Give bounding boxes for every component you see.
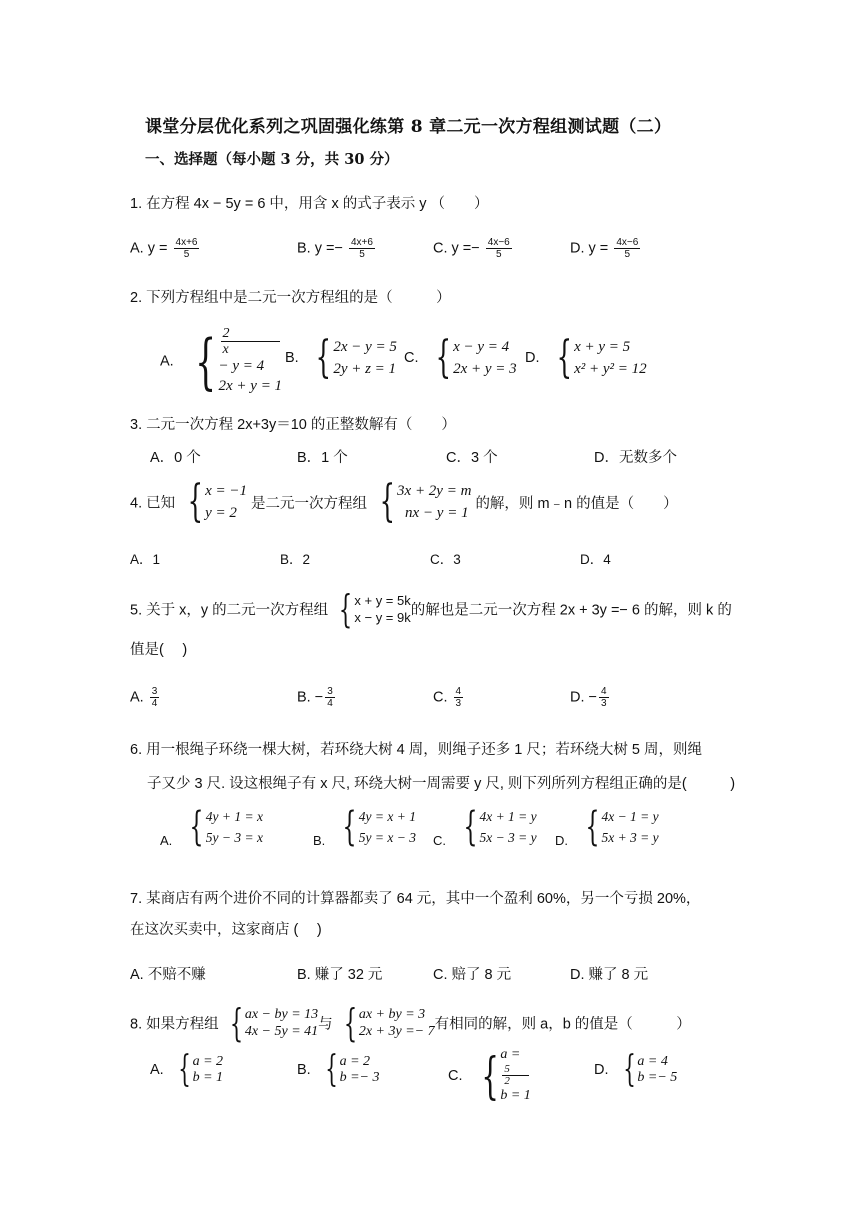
question-7-line1: 7. 某商店有两个进价不同的计算器都卖了 64 元，其中一个盈利 60%，另一个亏损 20%，: [130, 891, 701, 907]
q6-option-b: B. { 4y = x + 1 5y = x − 3: [313, 804, 416, 850]
question-3-stem: 3. 二元一次方程 2x+3y＝10 的正整数解有（ ）: [130, 417, 456, 433]
q5-option-b: B. − $\frac{3}{4}$: [297, 686, 333, 709]
q5-option-c: C. $\frac{4}{3}$: [433, 686, 462, 709]
q1-option-b: B. y =− $\frac{4x+6}{5}$: [297, 237, 373, 260]
question-2-stem: 2. 下列方程组中是二元一次方程组的是（ ）: [130, 290, 451, 306]
q3-option-a: A．0 个: [150, 450, 201, 466]
q3-option-c: C．3 个: [446, 450, 498, 466]
q4-option-c: C．3: [430, 552, 461, 567]
q7-option-a: A. 不赔不赚: [130, 967, 206, 983]
q2-option-d: D. { x + y = 5 x² + y² = 12: [525, 332, 647, 383]
question-6-line1: 6. 用一根绳子环绕一棵大树，若环绕大树 4 周，则绳子还多 1 尺；若环绕大树 5 周，则绳: [130, 742, 702, 758]
q8-option-d: D. { a = 4 b =− 5: [594, 1049, 678, 1090]
q3-option-d: D．无数多个: [594, 450, 677, 466]
q1-option-a: A. y = $\frac{4x+6}{5}$: [130, 237, 198, 260]
question-5-line2: 值是( ): [130, 642, 188, 658]
question-7-line2: 在这次买卖中，这家商店 ( ): [130, 922, 322, 938]
q2-option-c: C. { x − y = 4 2x + y = 3: [404, 332, 517, 383]
page-title: 课堂分层优化系列之巩固强化练第 8 章二元一次方程组测试题（二）: [145, 117, 672, 137]
q1-option-d: D. y = $\frac{4x-6}{5}$: [570, 237, 639, 260]
q1-option-c: C. y =− $\frac{4x-6}{5}$: [433, 237, 510, 260]
question-1-stem: 1. 在方程 4x − 5y = 6 中，用含 x 的式子表示 y （ ）: [130, 196, 489, 212]
question-5-stem: 5. 关于 x，y 的二元一次方程组 { x + y = 5k x − y = 9k 的解也是二元一次方程 2x + 3y =− 6 的解，则 k 的: [130, 587, 732, 631]
q8-option-a: A. { a = 2 b = 1: [150, 1049, 224, 1090]
q8-option-c: C. { a = 5 2 b = 1: [448, 1046, 531, 1105]
q5-option-a: A. $\frac{3}{4}$: [130, 686, 158, 709]
q3-option-b: B．1 个: [297, 450, 348, 466]
question-8-stem: 8. 如果方程组 { ax − by = 13 4x − 5y = 41 与 { ax + by = 3 2x + 3y =− 7 有相同的解，则 a，b 的值是（ ）: [130, 1001, 691, 1045]
q7-option-c: C. 赔了 8 元: [433, 967, 512, 983]
q4-option-d: D．4: [580, 552, 611, 567]
q6-option-c: C. { 4x + 1 = y 5x − 3 = y: [433, 804, 537, 850]
question-4-stem: 4. 已知 { x = −1 y = 2 是二元一次方程组 { 3x + 2y = m nx − y = 1 的解，则 m﹣n 的值是（ ）: [130, 476, 678, 527]
q4-option-b: B．2: [280, 552, 311, 567]
q8-option-b: B. { a = 2 b =− 3: [297, 1049, 380, 1090]
q2-option-b: B. { 2x − y = 5 2y + z = 1: [285, 332, 397, 383]
question-6-line2: 子又少 3 尺. 设这根绳子有 x 尺, 环绕大树一周需要 y 尺, 则下列所列方程组正确的是( ): [147, 776, 736, 792]
q2-option-a: A. { 2 x − y = 4 2x + y = 1: [160, 326, 283, 397]
q4-option-a: A．1: [130, 552, 161, 567]
section-heading: 一、选择题（每小题 3 分，共 30 分）: [145, 151, 399, 168]
q7-option-d: D. 赚了 8 元: [570, 967, 649, 983]
q5-option-d: D. − $\frac{4}{3}$: [570, 686, 607, 709]
q6-option-d: D. { 4x − 1 = y 5x + 3 = y: [555, 804, 659, 850]
q6-option-a: A. { 4y + 1 = x 5y − 3 = x: [160, 804, 263, 850]
q7-option-b: B. 赚了 32 元: [297, 967, 383, 983]
